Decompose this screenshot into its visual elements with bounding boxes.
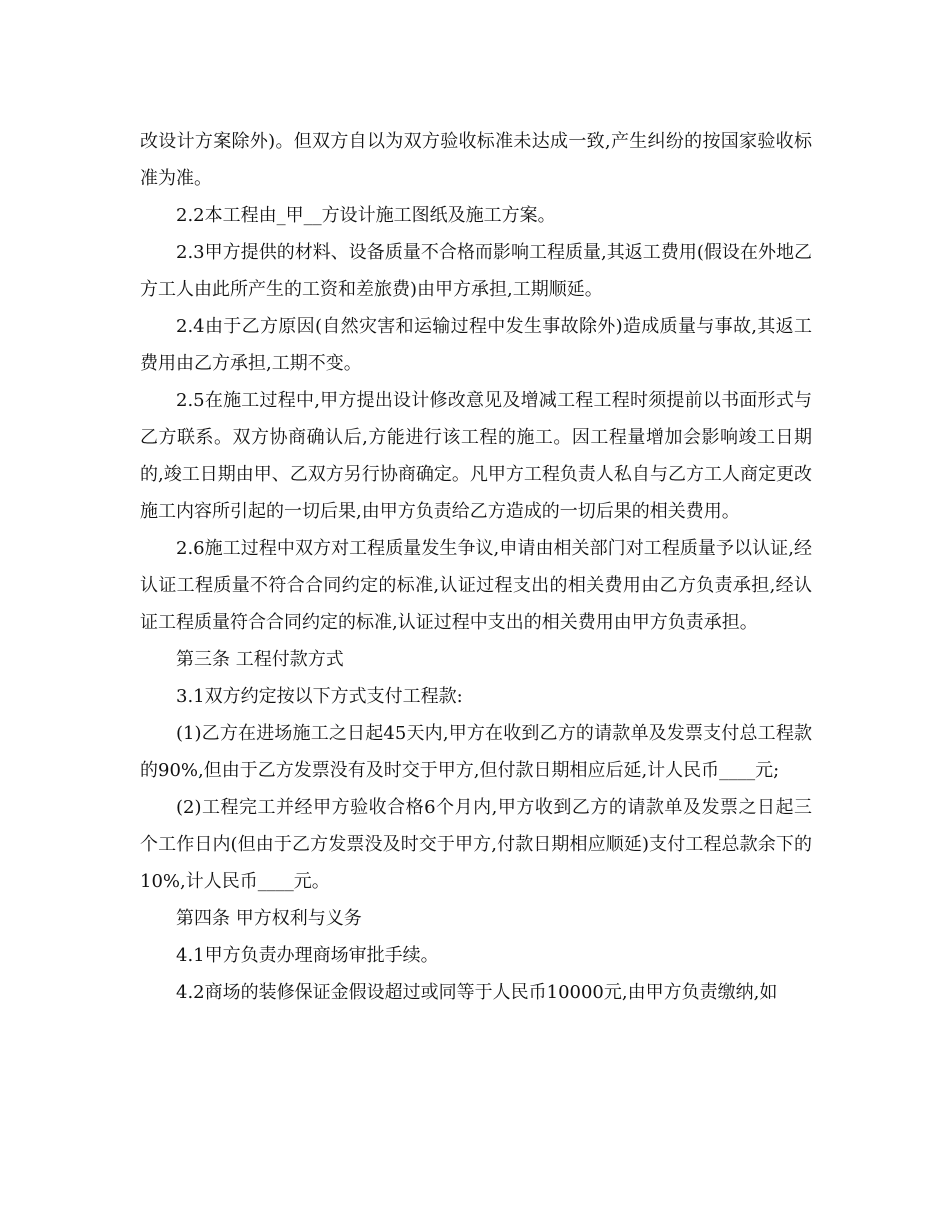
clause-3-1-item-1: (1)乙方在进场施工之日起45天内,甲方在收到乙方的请款单及发票支付总工程款的90%,但由于乙方发票没有及时交于甲方,但付款日期相应后延,计人民币____元; <box>140 723 812 781</box>
clause-2-6: 2.6施工过程中双方对工程质量发生争议,申请由相关部门对工程质量予以认证,经认证工程质量不符合合同约定的标准,认证过程支出的相关费用由乙方负责承担,经认证工程质量符合合同约定的标准,认证过程中支出的相关费用由甲方负责承担。 <box>140 538 812 633</box>
clause-4-2: 4.2商场的装修保证金假设超过或同等于人民币10000元,由甲方负责缴纳,如 <box>176 982 778 1003</box>
clause-2-3: 2.3甲方提供的材料、设备质量不合格而影响工程质量,其返工费用(假设在外地乙方工人由此所产生的工资和差旅费)由甲方承担,工期顺延。 <box>140 242 812 300</box>
clause-2-2: 2.2本工程由_甲__方设计施工图纸及施工方案。 <box>176 205 556 226</box>
document-page <box>140 123 812 1011</box>
clause-3-1-item-2: (2)工程完工并经甲方验收合格6个月内,甲方收到乙方的请款单及发票之日起三个工作日内(但由于乙方发票没及时交于甲方,付款日期相应顺延)支付工程总款余下的10%,计人民币____元。 <box>140 797 812 892</box>
article-4-heading: 第四条 甲方权利与义务 <box>176 908 362 929</box>
paragraph-design-change: 改设计方案除外)。但双方自以为双方验收标准未达成一致,产生纠纷的按国家验收标准为准。 <box>140 131 812 189</box>
clause-4-1: 4.1甲方负责办理商场审批手续。 <box>176 945 439 966</box>
clause-3-1: 3.1双方约定按以下方式支付工程款: <box>176 686 463 707</box>
clause-2-5: 2.5在施工过程中,甲方提出设计修改意见及增减工程工程时须提前以书面形式与乙方联系。双方协商确认后,方能进行该工程的施工。因工程量增加会影响竣工日期的,竣工日期由甲、乙双方另行协商确定。凡甲方工程负责人私自与乙方工人商定更改施工内容所引起的一切后果,由甲方负责给乙方造成的一切后果的相关费用。 <box>140 390 812 522</box>
clause-2-4: 2.4由于乙方原因(自然灾害和运输过程中发生事故除外)造成质量与事故,其返工费用由乙方承担,工期不变。 <box>140 316 812 374</box>
article-3-heading: 第三条 工程付款方式 <box>176 649 344 670</box>
